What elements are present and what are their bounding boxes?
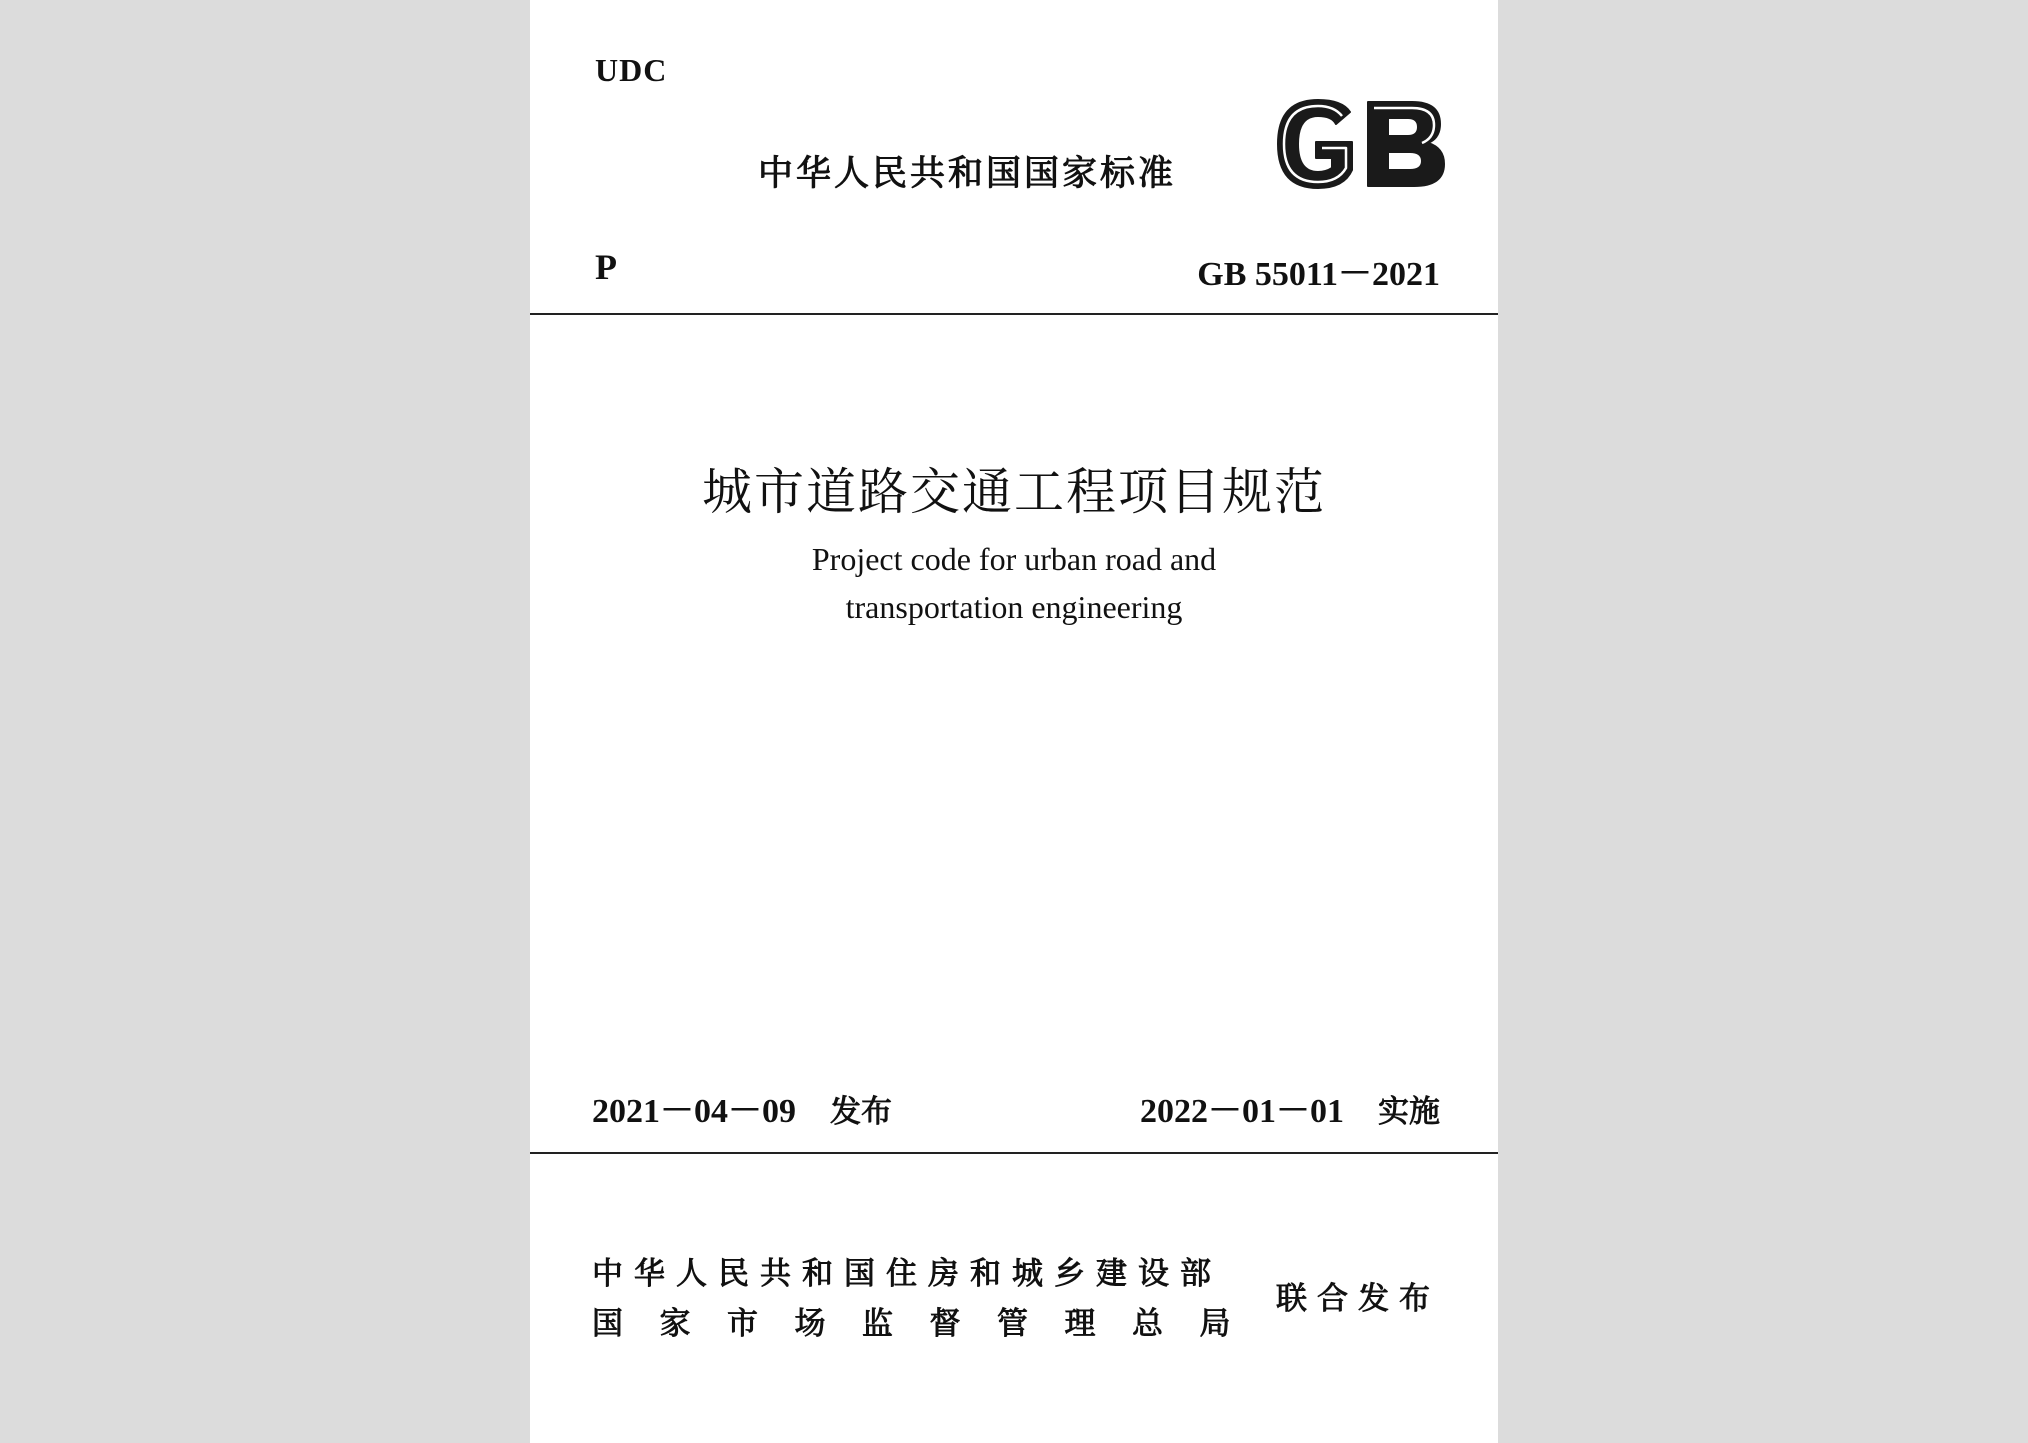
title-english-line1: Project code for urban road and <box>811 541 1217 577</box>
document-page <box>530 0 1498 1443</box>
implementation-date: 2022－01－01 <box>1140 1093 1344 1130</box>
issue-date-block <box>592 1083 892 1132</box>
implementation-date-block <box>1140 1083 1440 1132</box>
title-english <box>530 535 1498 631</box>
publisher-org-1: 中华人民共和国住房和城乡建设部 <box>592 1256 1222 1292</box>
udc-label: UDC <box>595 52 668 88</box>
classification-code: P <box>595 247 617 287</box>
title-chinese: 城市道路交通工程项目规范 <box>702 463 1326 521</box>
standard-type-title: 中华人民共和国国家标准 <box>758 154 1177 194</box>
implementation-label: 实施 <box>1378 1094 1440 1130</box>
top-divider <box>530 313 1498 315</box>
issue-label: 发布 <box>830 1094 892 1130</box>
standard-number: GB 55011－2021 <box>1197 256 1440 293</box>
publisher-org-2: 国家市场监督管理总局 <box>592 1306 1267 1342</box>
joint-publish-label: 联合发布 <box>1276 1281 1440 1317</box>
gb-logo <box>1272 98 1446 190</box>
bottom-divider <box>530 1152 1498 1154</box>
issue-date: 2021－04－09 <box>592 1093 796 1130</box>
title-english-line2: transportation engineering <box>845 589 1183 625</box>
